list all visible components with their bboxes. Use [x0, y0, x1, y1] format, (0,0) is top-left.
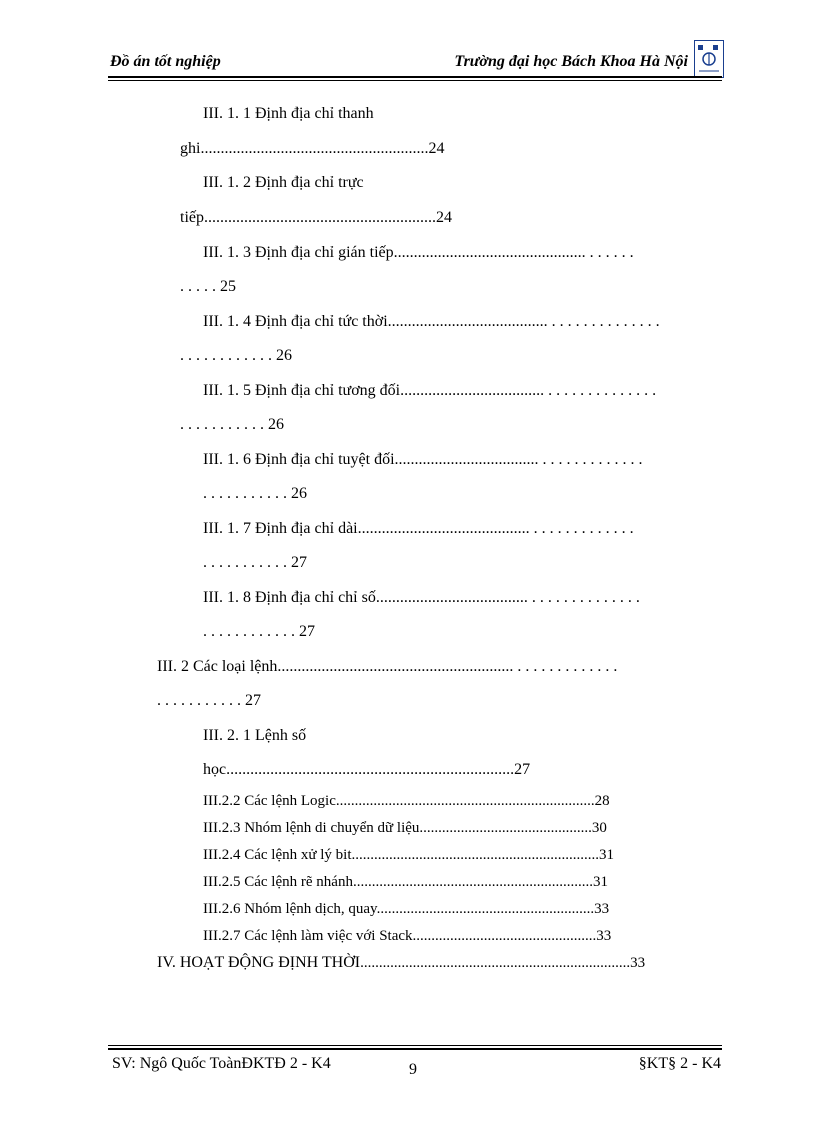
- header-rule-thin: [108, 80, 722, 81]
- toc-item-3-1-3: III. 1. 3 Định địa chỉ gián tiếp................................................ . . . . . .: [203, 244, 634, 261]
- toc-item-3-2-1-cont: học........................................................................27: [203, 761, 531, 778]
- header-rule-thick: [108, 76, 722, 78]
- toc-item-3-1-7: III. 1. 7 Định địa chỉ dài........................................... . . . . . . . . . . . . .: [203, 520, 634, 537]
- header-left-title: Đồ án tốt nghiệp: [110, 53, 221, 70]
- toc-item-3-1-2: III. 1. 2 Định địa chỉ trực: [203, 174, 364, 191]
- toc-item-3-1-5: III. 1. 5 Định địa chỉ tương đối.................................... . . . . . . . . . . . . . .: [203, 382, 657, 399]
- toc-item-3-1-5-cont: . . . . . . . . . . . 26: [180, 416, 284, 433]
- toc-item-3-2-3: III.2.3 Nhóm lệnh di chuyển dữ liệu..............................................30: [203, 820, 607, 836]
- university-logo: [694, 40, 724, 78]
- toc-item-3-1-6-cont: . . . . . . . . . . . 26: [203, 485, 307, 502]
- toc-item-3-1-1: III. 1. 1 Định địa chỉ thanh: [203, 105, 374, 122]
- footer-rule-thick: [108, 1048, 722, 1050]
- toc-item-3-2-1: III. 2. 1 Lệnh số: [203, 727, 307, 744]
- toc-item-3-1-1-cont: ghi.........................................................24: [180, 140, 445, 157]
- footer-class-code: §KT§ 2 - K4: [638, 1055, 721, 1072]
- toc-item-3-2-5: III.2.5 Các lệnh rẽ nhánh................................................................31: [203, 874, 608, 890]
- toc-item-3-1-3-cont: . . . . . 25: [180, 278, 236, 295]
- toc-item-4-title: IV. HOẠT ĐỘNG ĐỊNH THỜI: [157, 954, 361, 971]
- toc-item-3-1-7-cont: . . . . . . . . . . . 27: [203, 554, 307, 571]
- toc-item-3-2-cont: . . . . . . . . . . . 27: [157, 692, 261, 709]
- toc-item-3-1-6: III. 1. 6 Định địa chỉ tuyệt đối.................................... . . . . . . . . . . . . .: [203, 451, 643, 468]
- toc-item-3-1-2-cont: tiếp..........................................................24: [180, 209, 452, 226]
- footer-student: SV: Ngô Quốc ToànĐKTĐ 2 - K4: [112, 1055, 331, 1072]
- footer-rule-thin: [108, 1045, 722, 1046]
- toc-item-3-1-8: III. 1. 8 Định địa chỉ chỉ số...................................... . . . . . . . . . . . . . .: [203, 589, 640, 606]
- toc-item-3-2-2: III.2.2 Các lệnh Logic.....................................................................28: [203, 793, 610, 809]
- toc-item-4-leader: ........................................................................33: [360, 955, 646, 971]
- toc-item-4: [157, 954, 645, 972]
- page-number: 9: [409, 1061, 417, 1078]
- toc-item-3-2-4: III.2.4 Các lệnh xử lý bit..................................................................31: [203, 847, 615, 863]
- toc-item-3-1-4-cont: . . . . . . . . . . . . 26: [180, 347, 292, 364]
- toc-item-3-2: III. 2 Các loại lệnh........................................................... . . . . . . . . . . . . .: [157, 658, 618, 675]
- toc-item-3-2-7: III.2.7 Các lệnh làm việc với Stack.................................................33: [203, 928, 612, 944]
- toc-item-3-2-6: III.2.6 Nhóm lệnh dịch, quay..........................................................33: [203, 901, 610, 917]
- header-right-title: Trường đại học Bách Khoa Hà Nội: [454, 53, 688, 70]
- toc-item-3-1-8-cont: . . . . . . . . . . . . 27: [203, 623, 315, 640]
- toc-item-3-1-4: III. 1. 4 Định địa chỉ tức thời........................................ . . . . . . . . . . . . . .: [203, 313, 660, 330]
- university-logo-icon: [695, 41, 723, 77]
